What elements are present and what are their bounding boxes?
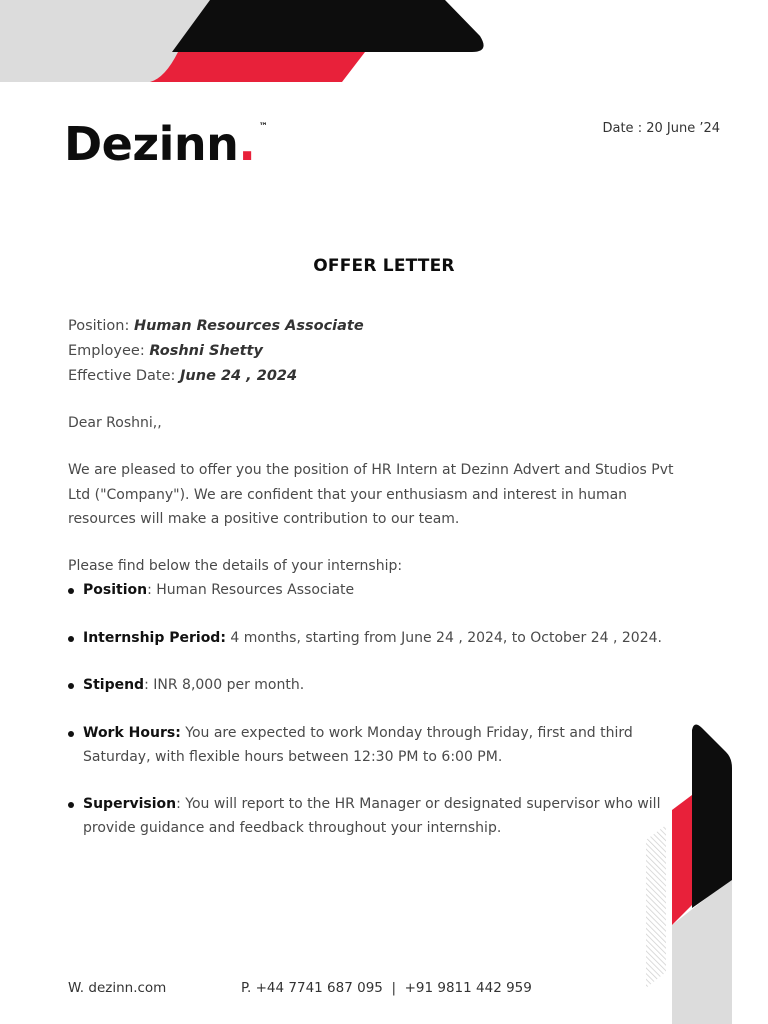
bullet-icon xyxy=(68,731,74,737)
letter-date: Date : 20 June ’24 xyxy=(602,121,720,136)
meta-label: Effective Date: xyxy=(68,368,181,384)
detail-text: You are expected to work Monday through Friday, first and third Saturday, with flexible hours between 12:30 PM to 6:00 PM. xyxy=(83,724,633,765)
meta-position xyxy=(68,314,364,339)
detail-text: : You will report to the HR Manager or designated supervisor who will provide guidance and feedback throughout your internship. xyxy=(83,796,661,836)
salutation: Dear Roshni,, xyxy=(68,415,162,431)
list-item xyxy=(68,578,693,602)
meta-effective-date xyxy=(68,364,364,389)
header-decoration xyxy=(0,0,768,90)
detail-label: Stipend xyxy=(83,677,145,693)
list-item xyxy=(68,792,693,840)
bullet-icon xyxy=(68,588,74,594)
detail-text: : INR 8,000 per month. xyxy=(144,677,305,693)
internship-details-list xyxy=(68,578,693,864)
detail-label: Position xyxy=(83,582,148,598)
meta-employee xyxy=(68,339,364,364)
meta-label: Employee: xyxy=(68,343,150,359)
meta-value: Human Resources Associate xyxy=(133,318,364,334)
trademark-symbol: ™ xyxy=(258,122,268,132)
detail-text: : Human Resources Associate xyxy=(147,582,355,598)
offer-summary xyxy=(68,314,364,389)
logo-wordmark: Dezinn xyxy=(64,117,239,171)
detail-label: Internship Period: xyxy=(83,629,226,646)
details-heading: Please find below the details of your internship: xyxy=(68,558,403,574)
logo-dot: . xyxy=(238,117,256,171)
company-logo xyxy=(64,117,268,171)
bullet-icon xyxy=(68,683,74,689)
detail-label: Work Hours: xyxy=(83,724,181,741)
bullet-icon xyxy=(68,802,74,808)
meta-value: June 24 , 2024 xyxy=(180,368,298,384)
footer-website[interactable]: W. dezinn.com xyxy=(68,980,167,996)
list-item xyxy=(68,721,693,769)
detail-text: 4 months, starting from June 24 , 2024, to October 24 , 2024. xyxy=(225,629,662,646)
meta-value: Roshni Shetty xyxy=(149,343,263,359)
meta-label: Position: xyxy=(68,318,134,334)
intro-paragraph: We are pleased to offer you the position of HR Intern at Dezinn Advert and Studios Pvt Ltd ("Company"). We are confident that your enthusiasm and interest in human resources will make a positive contribution to our team. xyxy=(68,462,674,527)
list-item xyxy=(68,673,693,697)
letter-title: OFFER LETTER xyxy=(313,256,455,276)
bullet-icon xyxy=(68,636,74,642)
list-item xyxy=(68,626,693,650)
detail-label: Supervision xyxy=(83,796,177,812)
footer-phone: P. +44 7741 687 095 | +91 9811 442 959 xyxy=(241,980,532,996)
